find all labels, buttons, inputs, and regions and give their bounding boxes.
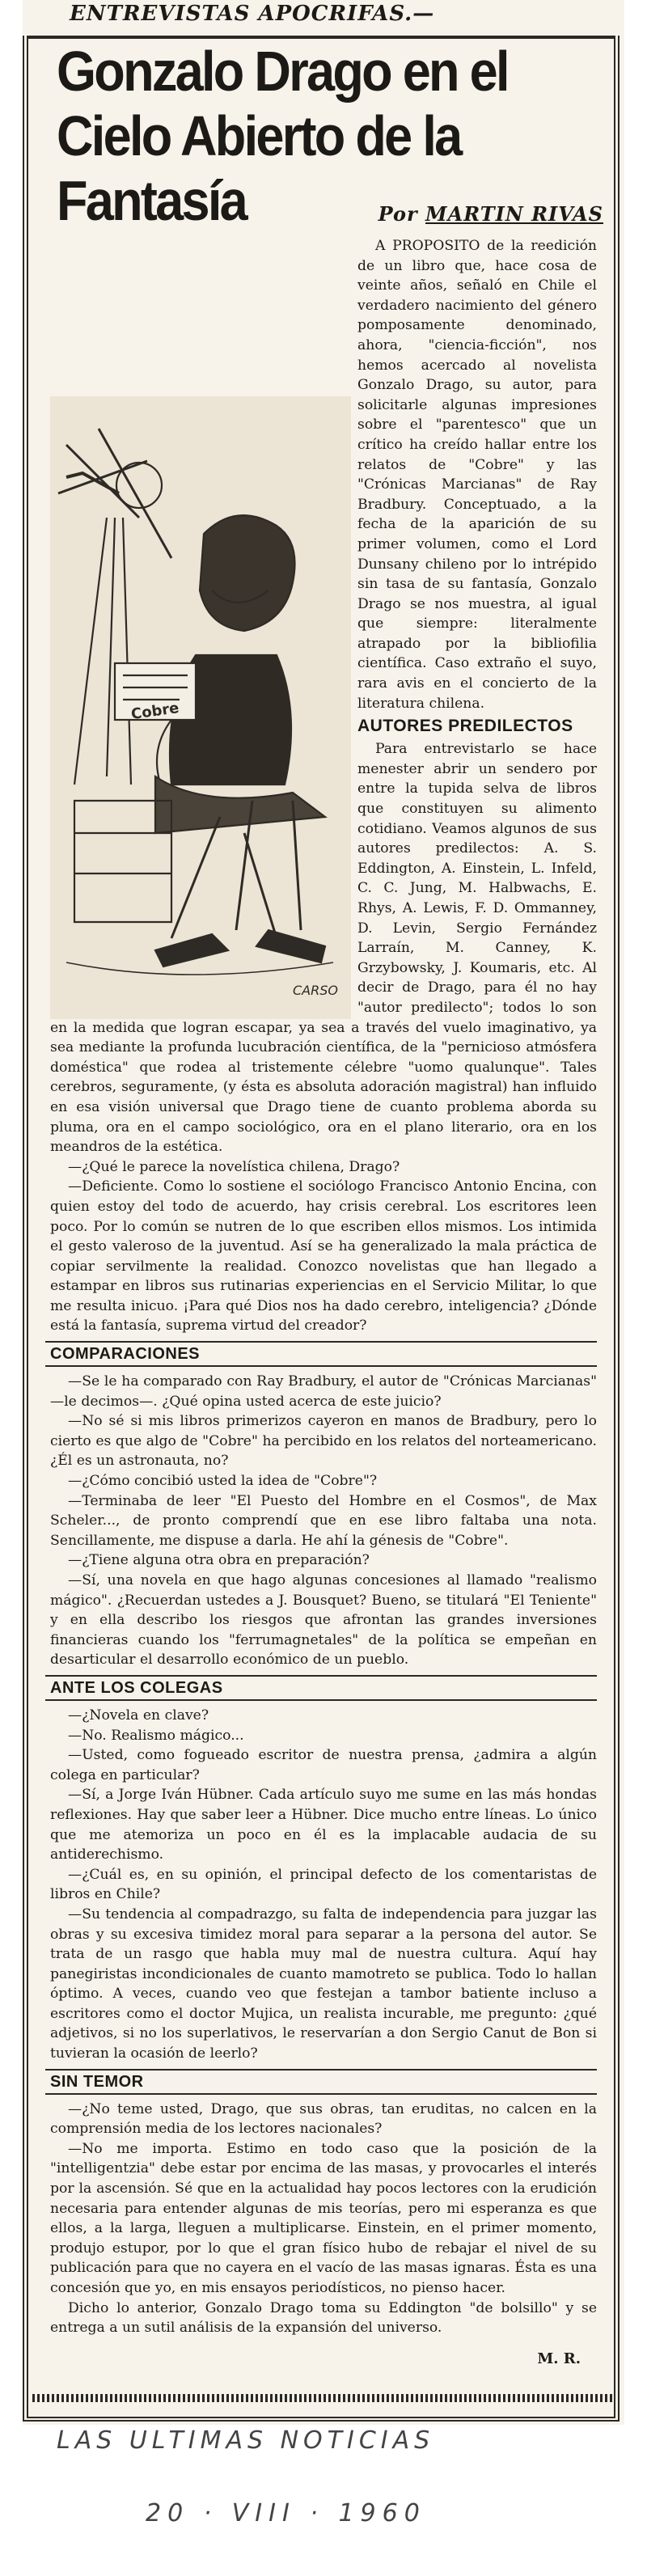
paragraph: —Sí, una novela en que hago algunas concesiones al llamado "realismo mágico". ¿Recuerdan ustedes a J. Bousquet? Bueno, se titulará "El Teniente" y en ella describo los riesgos que afrontan las grandes inversiones financieras cuando los "ferrumagnetales" de la política se empeñan en desarticular el desarrollo económico de un pueblo. [50,1572,597,1669]
svg-text:Cobre: Cobre [129,699,180,724]
intro-paragraph: A PROPOSITO de la reedición de un libro que, hace cosa de veinte años, señaló en Chile el verdadero nacimiento del género pomposamente denominado, ahora, "ciencia-ficción", nos hemos acercado al novelista Gonzalo Drago, su autor, para solicitarle algunas impresiones sobre el "parentesco" que un crítico ha creído hallar entre los relatos de "Cobre" y las "Crónicas Marcianas" de Ray Bradbury. Conceptuado, a la fecha de la aparición de su primer volumen, como el Lord Dunsany chileno por lo intrépido sin tasa de su fantasía, Gonzalo Drago se nos muestra, al igual que siempre: literalmente atrapado por la bibliofilia científica. Caso extraño el suyo, rara avis en el concierto de la literatura chilena. [357,238,597,712]
section-heading-autores: AUTORES PREDILECTOS [357,717,573,736]
paragraph: —¿Cómo concibió usted la idea de "Cobre"? [68,1473,378,1490]
byline-author: MARTIN RIVAS [425,202,603,226]
bottom-border [32,2394,615,2402]
paragraph: —¿Tiene alguna otra obra en preparación? [68,1552,370,1569]
paragraph: —Se le ha comparado con Ray Bradbury, el autor de "Crónicas Marcianas" —le decimos—. ¿Qué opina usted acerca de este juicio? [50,1373,597,1410]
paragraph: Para entrevistarlo se hace menester abrir un sendero por entre la tupida selva de libros que constituyen su alimento cotidiano. Veamos algunos de sus autores predilectos: A. S. Eddington, A. Einstein, L. Infeld, C. C. Jung, M. Halbwachs, E. Rhys, A. Lewis, F. D. Ommanney, D. Levin, Sergio Fernández Larraín, M. Canney, K. Grzybowsky, J. Koumaris, etc. Al decir de Drago, para él no hay "autor predilecto"; todos lo son en la medida que logran escapar, ya sea a través del vuelo imaginativo, ya sea mediante la profunda lucubración científica, de la "pernicioso atmósfera doméstica" que rodea al tristemente célebre "uomo qualunque". Tales cerebros, seguramente, (y ésta es absoluta adoración magistral) han influido en esa visión universal que Drago tiene de cuanto problema aborda su pluma, ora en el campo sociológico, ora en el plano literario, ora en los meandros de la estética. [50,741,597,1156]
illustrator-signature: CARSO [293,983,338,998]
handwritten-date: 20 · VIII · 1960 [146,2499,426,2527]
section-heading-sin-temor: SIN TEMOR [45,2069,597,2095]
article-headline: Gonzalo Drago en el Cielo Abierto de la Fantasía [57,40,508,232]
paragraph: —¿Qué le parece la novelística chilena, Drago? [68,1158,400,1175]
paragraph: —No. Realismo mágico... [68,1727,244,1744]
paragraph: —Su tendencia al compadrazgo, su falta de independencia para juzgar las obras y su excesiva timidez moral para separar a la persona del autor. Se trata de un rasgo que habla muy mal de nuestra cultura. Aquí hay panegiristas incondicionales de cuanto mamotreto se publica. Todo lo hallan óptimo. A veces, cuando veo que festejan a tambor batiente incluso a escritores como el doctor Mujica, un realista incurable, me pregunto: ¿qué adjetivos, si no los superlativos, le reservarían a don Sergio Canut de Bon si tuvieran la ocasión de leerlo? [50,1906,597,2062]
paragraph: —Sí, a Jorge Iván Hübner. Cada artículo suyo me sume en las más hondas reflexiones. Hay que saber leer a Hübner. Dice mucho entre líneas. Lo único que me atemoriza un poco en él es la implacable audacia de su antiderechismo. [50,1787,597,1863]
paragraph: Dicho lo anterior, Gonzalo Drago toma su Eddington "de bolsillo" y se entrega a un sutil análisis de la expansión del universo. [50,2299,597,2337]
byline [378,202,603,226]
paragraph: —¿Novela en clave? [68,1707,209,1724]
paragraph: —No me importa. Estimo en todo caso que la posición de la "intelligentzia" debe estar por encima de las masas, y provocarles el interés por la ascensión. Sé que en la actualidad hay pocos lectores con la erudición necesaria para entender algunas de mis teorías, pero mi esperanza es que ellos, a la larga, lleguen a multiplicarse. Einstein, en el primer momento, produjo estupor, por lo que el gran físico hubo de rebajar el nivel de su publicación para que no cayera en el vacío de las masas ignaras. Ésta es una concesión que yo, en mis ensayos periodísticos, no pienso hacer. [50,2140,597,2296]
paragraph: —Deficiente. Como lo sostiene el sociólogo Francisco Antonio Encina, con quien estoy del todo de acuerdo, hay crisis cerebral. Los escritores leen poco. Por lo común se nutren de lo que escriben ellos mismos. Los intimida el gesto valeroso de la juventud. Así se ha generalizado la mala práctica de copiar servilmente la realidad. Conozco novelistas que han llegado a estampar en libros sus rutinarias experiencias en el Servicio Militar, lo que me resulta inicuo. ¡Para qué Dios nos ha dado cerebro, inteligencia? ¿Dónde está la fantasía, suprema virtud del creador? [50,1178,597,1335]
section-heading-comparaciones: COMPARACIONES [45,1341,597,1367]
signoff: M. R. [537,2350,581,2367]
section-heading-colegas: ANTE LOS COLEGAS [45,1675,597,1701]
paragraph: —¿Cuál es, en su opinión, el principal defecto de los comentaristas de libros en Chile? [50,1866,597,1903]
paragraph: —¿No teme usted, Drago, que sus obras, tan eruditas, no calcen en la comprensión media de los lectores nacionales? [50,2100,597,2138]
article-body [50,236,597,2369]
paragraph: —Usted, como fogueado escritor de nuestra prensa, ¿admira a algún colega en particular? [50,1747,597,1783]
byline-prefix: Por [378,202,418,226]
paragraph: —Terminaba de leer "El Puesto del Hombre en el Cosmos", de Max Scheler..., de pronto comprendí que en ese libro faltaba una nota. Sencillamente, me dispuse a darla. He ahí la génesis de "Cobre". [50,1492,597,1549]
paragraph: —No sé si mis libros primerizos cayeron en manos de Bradbury, pero lo cierto es que algo de "Cobre" ha percibido en los relatos del norteamericano. ¿Él es un astronauta, no? [50,1413,597,1470]
section-kicker: ENTREVISTAS APOCRIFAS.— [70,2,435,26]
handwritten-source: LAS ULTIMAS NOTICIAS [57,2426,435,2455]
illustration-space [47,382,346,1005]
